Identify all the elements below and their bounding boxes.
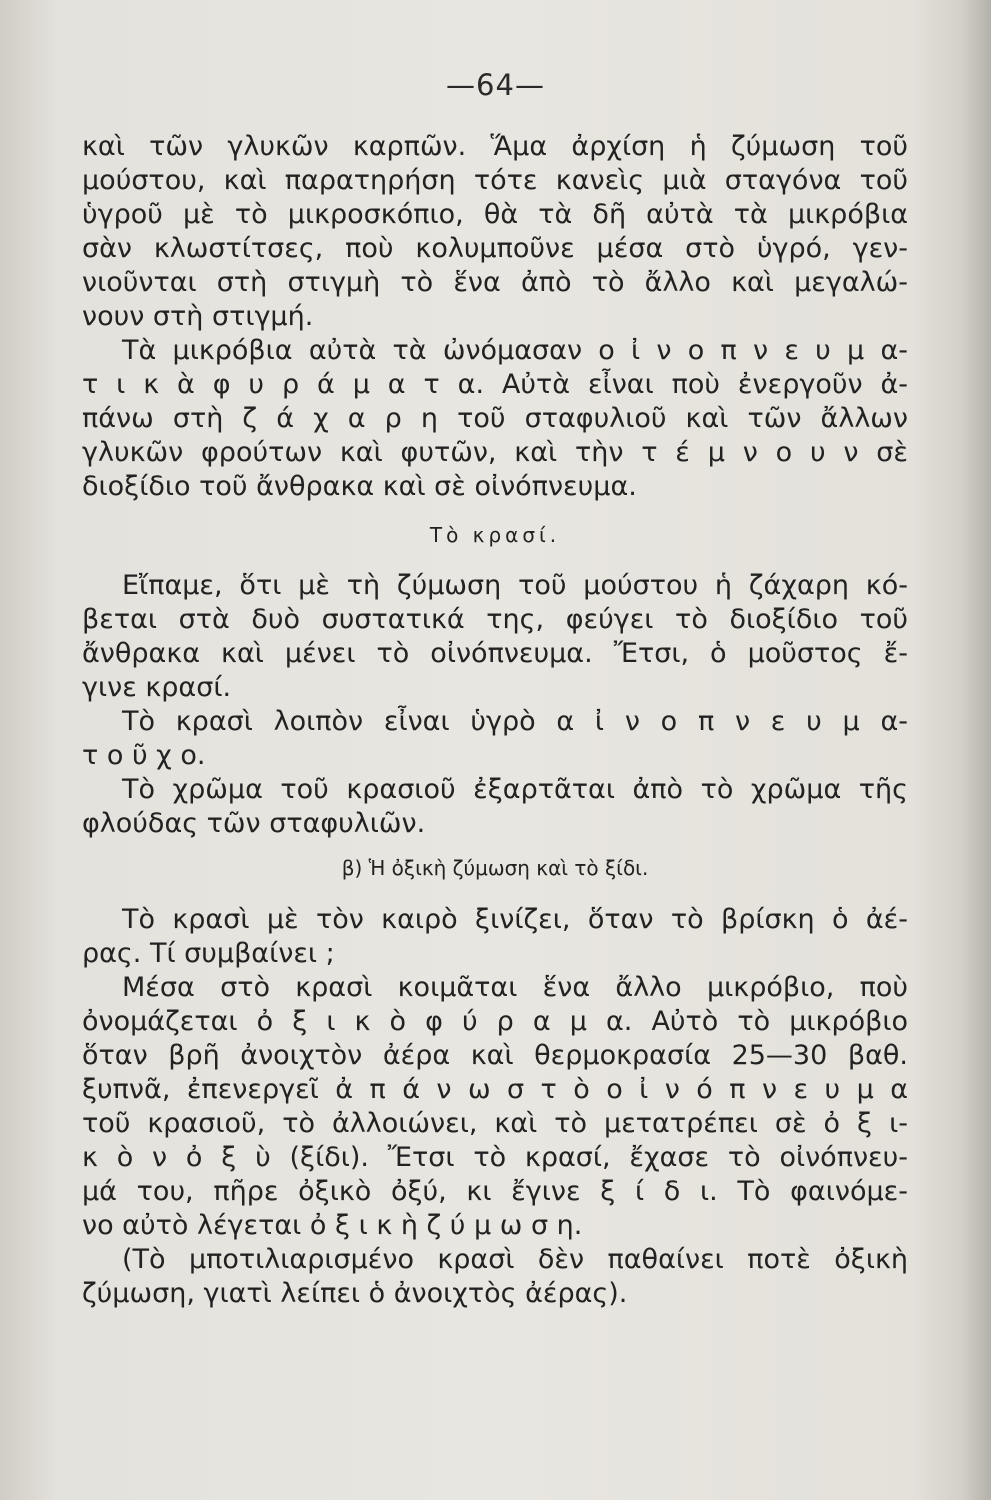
text-line: ὅταν βρῆ ἀνοιχτὸν ἀέρα καὶ θερμοκρασία 25—30 βαθ. xyxy=(82,1040,908,1071)
page-edge-shadow xyxy=(961,0,991,1500)
text-line: γινε κρασί. xyxy=(82,672,232,703)
text-line: Τὰ μικρόβια αὐτὰ τὰ ὠνόμασαν ο ἰ ν ο π ν ε υ μ α- xyxy=(122,335,908,366)
section-heading-wine: Τὸ κρασί. xyxy=(429,523,561,547)
text-line: μούστου, καὶ παρατηρήση τότε κανεὶς μιὰ σταγόνα τοῦ xyxy=(82,165,908,196)
text-line: ὑγροῦ μὲ τὸ μικροσκόπιο, θὰ τὰ δῆ αὐτὰ τὰ μικρόβια xyxy=(82,199,908,230)
text-line: ἄνθρακα καὶ μένει τὸ οἰνόπνευμα. Ἔτσι, ὁ μοῦστος ἔ- xyxy=(82,638,908,669)
text-line: (Τὸ μποτιλιαρισμένο κρασὶ δὲν παθαίνει ποτὲ ὀξικὴ xyxy=(122,1244,908,1275)
text-line: Μέσα στὸ κρασὶ κοιμᾶται ἕνα ἄλλο μικρόβιο, ποὺ xyxy=(122,972,908,1003)
text-line: Εἴπαμε, ὅτι μὲ τὴ ζύμωση τοῦ μούστου ἡ ζάχαρη κό- xyxy=(122,570,908,601)
text-line: πάνω στὴ ζ ά χ α ρ η τοῦ σταφυλιοῦ καὶ τῶν ἄλλων xyxy=(82,403,908,434)
text-line: μά του, πῆρε ὀξικὸ ὀξύ, κι ἔγινε ξ ί δ ι. Τὸ φαινόμε- xyxy=(82,1176,908,1207)
text-line: ρας. Τί συμβαίνει ; xyxy=(82,938,335,969)
section-heading-acetic: β) Ἡ ὀξικὴ ζύμωση καὶ τὸ ξίδι. xyxy=(341,856,649,880)
text-line: ζύμωση, γιατὶ λείπει ὁ ἀνοιχτὸς ἀέρας). xyxy=(82,1278,628,1309)
text-line: γλυκῶν φρούτων καὶ φυτῶν, καὶ τὴν τ έ μ ν ο υ ν σὲ xyxy=(82,437,908,468)
text-line: ξυπνᾶ, ἐπενεργεῖ ἀ π ά ν ω σ τ ὸ ο ἰ ν ό π ν ε υ μ α xyxy=(82,1074,908,1105)
text-line: διοξίδιο τοῦ ἄνθρακα καὶ σὲ οἰνόπνευμα. xyxy=(82,471,637,502)
text-line: νιοῦνται στὴ στιγμὴ τὸ ἕνα ἀπὸ τὸ ἄλλο καὶ μεγαλώ- xyxy=(82,267,908,298)
text-line: σὰν κλωστίτσες, ποὺ κολυμποῦνε μέσα στὸ ὑγρό, γεν- xyxy=(82,233,908,264)
page-text xyxy=(82,130,908,1311)
text-line: Τὸ κρασὶ λοιπὸν εἶναι ὑγρὸ α ἰ ν ο π ν ε υ μ α- xyxy=(122,706,908,737)
text-line: νουν στὴ στιγμή. xyxy=(82,301,314,332)
text-line: κ ὸ ν ὀ ξ ὺ (ξίδι). Ἔτσι τὸ κρασί, ἔχασε τὸ οἰνόπνευ- xyxy=(82,1142,908,1173)
text-line: τ ι κ ὰ φ υ ρ ά μ α τ α. Αὐτὰ εἶναι ποὺ ἐνεργοῦν ἀ- xyxy=(82,369,908,400)
text-line: τοῦ κρασιοῦ, τὸ ἀλλοιώνει, καὶ τὸ μετατρέπει σὲ ὀ ξ ι- xyxy=(82,1108,908,1139)
text-line: φλούδας τῶν σταφυλιῶν. xyxy=(82,808,426,839)
text-line: καὶ τῶν γλυκῶν καρπῶν. Ἅμα ἀρχίση ἡ ζύμωση τοῦ xyxy=(82,131,908,162)
text-line: ὀνομάζεται ὀ ξ ι κ ὸ φ ύ ρ α μ α. Αὐτὸ τὸ μικρόβιο xyxy=(82,1006,908,1037)
text-line: Τὸ χρῶμα τοῦ κρασιοῦ ἐξαρτᾶται ἀπὸ τὸ χρῶμα τῆς xyxy=(122,774,908,805)
text-line: βεται στὰ δυὸ συστατικά της, φεύγει τὸ διοξίδιο τοῦ xyxy=(82,604,908,635)
text-line: Τὸ κρασὶ μὲ τὸν καιρὸ ξινίζει, ὅταν τὸ βρίσκη ὁ ἀέ- xyxy=(122,904,908,935)
text-line: τ ο ῦ χ ο. xyxy=(82,740,206,771)
page-number: —64— xyxy=(446,68,545,102)
text-line: νο αὐτὸ λέγεται ὀ ξ ι κ ὴ ζ ύ μ ω σ η. xyxy=(82,1210,583,1241)
